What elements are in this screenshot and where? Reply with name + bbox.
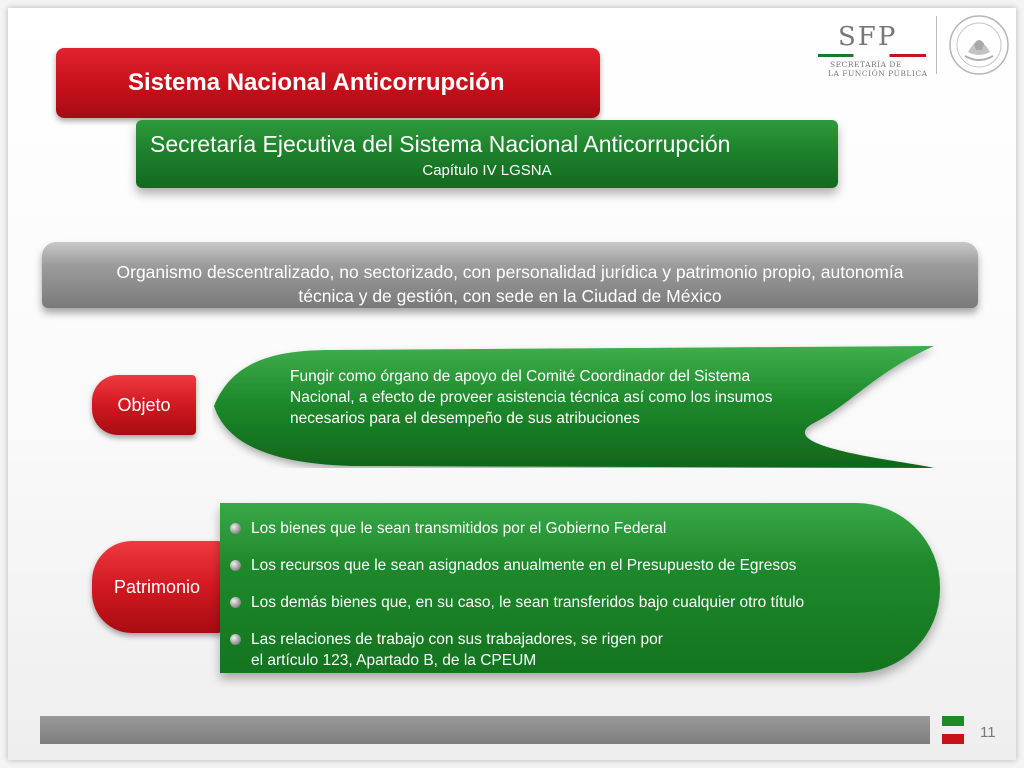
secretaria-subtitle: Capítulo IV LGSNA xyxy=(422,162,552,179)
tricolor-line xyxy=(818,54,926,57)
organismo-box xyxy=(42,242,978,308)
bullet-icon xyxy=(230,523,241,534)
secretaria-ejecutiva-box xyxy=(136,120,838,188)
sfp-acronym: SFP xyxy=(838,22,898,52)
logo-divider xyxy=(936,16,937,74)
objeto-label: Objeto xyxy=(117,394,171,415)
flag-red-block xyxy=(942,734,964,744)
flag-green-block xyxy=(942,716,964,726)
objeto-label-pill xyxy=(92,375,196,435)
organismo-line2: técnica y de gestión, con sede en la Ciudad de México xyxy=(298,286,722,306)
page-number: 11 xyxy=(980,724,996,741)
slide-title-box xyxy=(56,48,600,118)
slide xyxy=(8,8,1016,760)
sfp-subtitle-line2: LA FUNCIÓN PÚBLICA xyxy=(828,69,928,78)
bullet-icon xyxy=(230,634,241,645)
footer-bar xyxy=(40,716,930,744)
secretaria-title: Secretaría Ejecutiva del Sistema Nacional Anticorrupción xyxy=(150,131,731,157)
mexican-coat-of-arms-icon xyxy=(948,14,1010,76)
objeto-text: Fungir como órgano de apoyo del Comité Coordinador del Sistema Nacional, a efecto de proveer asistencia técnica así como los insumos necesarios para el desempeño de sus atribuciones xyxy=(290,368,773,427)
sfp-subtitle-line1: SECRETARÍA DE xyxy=(830,60,902,69)
patrimonio-item: Los bienes que le sean transmitidos por el Gobierno Federal xyxy=(251,520,667,537)
bullet-icon xyxy=(230,560,241,571)
patrimonio-item: Los recursos que le sean asignados anualmente en el Presupuesto de Egresos xyxy=(251,557,797,574)
bullet-icon xyxy=(230,597,241,608)
patrimonio-item: Los demás bienes que, en su caso, le sean transferidos bajo cualquier otro título xyxy=(251,594,805,611)
patrimonio-label-pill xyxy=(92,541,222,633)
slide-title: Sistema Nacional Anticorrupción xyxy=(128,69,505,96)
patrimonio-item: Las relaciones de trabajo con sus trabajadores, se rigen por el artículo 123, Apartado B, de la CPEUM xyxy=(251,631,663,669)
patrimonio-label: Patrimonio xyxy=(113,576,201,597)
organismo-line1: Organismo descentralizado, no sectorizado, con personalidad jurídica y patrimonio propio, autonomía xyxy=(116,262,904,282)
